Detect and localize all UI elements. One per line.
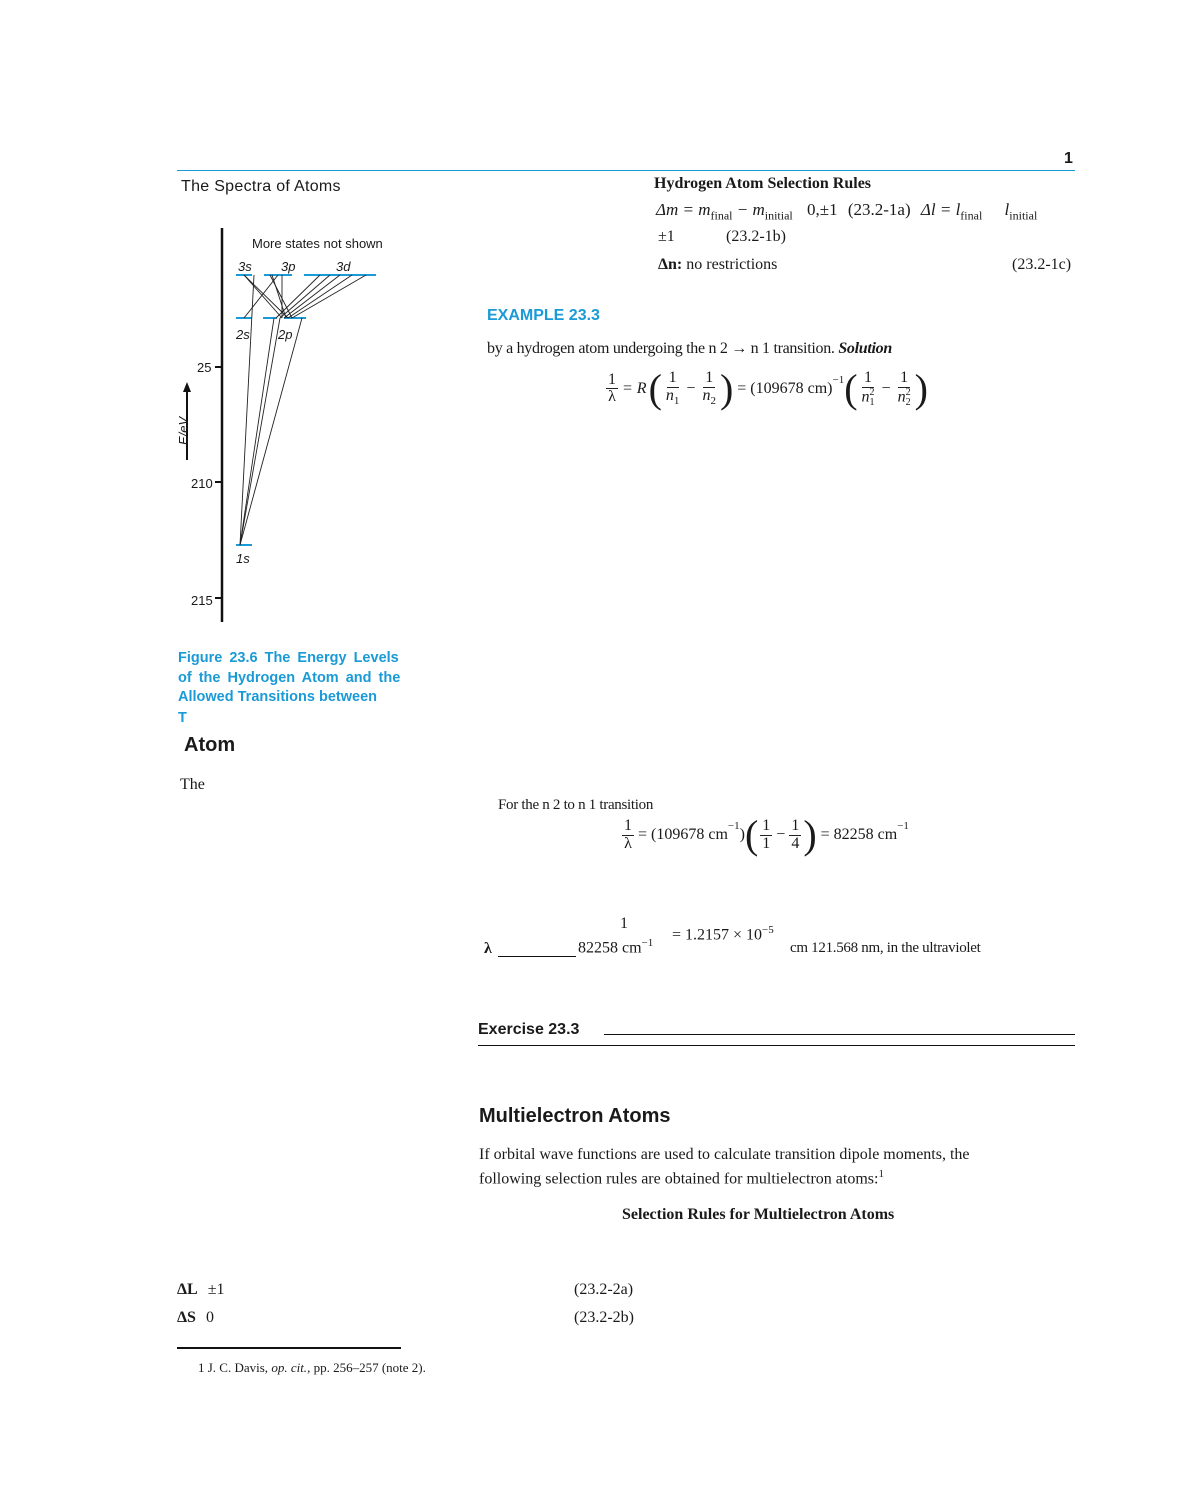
tick-label-210: 210 [191, 476, 213, 491]
eq2-constant: = (109678 cm [638, 826, 728, 844]
eq2-numer-2: 1 [791, 817, 800, 834]
energy-level-diagram [170, 220, 410, 630]
rule-1b-final: final [960, 208, 983, 223]
eq1-n1sq: n [861, 388, 870, 406]
eq1-numer-4: 1 [900, 369, 909, 386]
eq3-value-text: = 1.2157 × 10 [672, 926, 763, 944]
rule-1a-initial: initial [764, 208, 793, 223]
eq3-value [672, 924, 774, 944]
solution-label: Solution [838, 340, 892, 357]
example-text [487, 340, 892, 358]
left-text: The [180, 776, 205, 793]
eq1-numer-1: 1 [668, 369, 677, 387]
wavenumber-equation: $\frac{1}{\lambda}$ = (109678 cm $^{-1}$ ) ( $\frac{1}{1}$ − $\frac{1}{4}$ ) = 82258 cm $^{-1}$ [624, 812, 909, 858]
eq3-den-exponent: −1 [641, 937, 654, 949]
multielectron-para-line2 [479, 1168, 884, 1188]
eq1-n1: n [665, 386, 674, 404]
level-3s-label: 3s [238, 259, 252, 274]
eq1-minus-2: − [881, 379, 891, 397]
level-2p-label: 2p [278, 327, 293, 342]
eq2-lambda: λ [624, 834, 632, 852]
eq1-constant: = (109678 cm) [737, 379, 833, 397]
eq1-n1-sub: 1 [673, 395, 680, 408]
running-head: The Spectra of Atoms [181, 178, 341, 195]
eq2-exponent: −1 [727, 820, 740, 832]
figure-caption-line4: T [178, 710, 187, 726]
footnote-rule [177, 1347, 401, 1349]
figure-caption-line1: Figure 23.6 The Energy Levels [178, 650, 399, 666]
rule-1b-pm: ±1 [658, 228, 675, 245]
level-2s-label: 2s [236, 327, 250, 342]
eq2-den-1: 1 [762, 834, 771, 852]
footnote-rest: , pp. 256–257 (note 2). [307, 1360, 426, 1375]
rydberg-equation: $\frac{1}{\lambda}$ = R ( $\frac{1}{n_1}$ − $\frac{1}{n_2}$ ) = (109678 cm) $^{-1}$ ( 1 n 2 1 − 1 n 2 2 ) [608, 365, 928, 411]
eq1-n2sq: n [897, 388, 906, 406]
level-3p-label: 3p [281, 259, 296, 274]
eq1-n2-sub: 2 [710, 395, 716, 408]
footnote-author: J. C. Davis, [207, 1360, 269, 1375]
footnote-mark: 1 [198, 1360, 205, 1375]
rule-1c-text: no restrictions [686, 256, 778, 273]
rule-1c [658, 256, 777, 274]
level-1s-label: 1s [236, 551, 250, 566]
eq1-sq2: 2 [905, 386, 911, 398]
more-states-label: More states not shown [252, 236, 383, 251]
figure-caption-line2: of the Hydrogen Atom and the [178, 670, 401, 686]
multielectron-para-line1: If orbital wave functions are used to calculate transition dipole moments, the [479, 1146, 970, 1163]
selection-row-2-value: 0 [205, 1309, 214, 1326]
axis-label: E/eV [176, 416, 191, 445]
left-heading: Atom [184, 734, 236, 756]
page-number: 1 [1064, 150, 1073, 167]
eq1-sub2: 2 [905, 396, 911, 408]
eq3-lambda: λ [484, 940, 492, 957]
selection-row-1-number: (23.2-2a) [574, 1281, 634, 1298]
example-heading: EXAMPLE 23.3 [487, 307, 600, 324]
eq2-result-exponent: −1 [897, 820, 909, 832]
eq3-tail: cm 121.568 nm, in the ultraviolet [790, 940, 981, 956]
eq2-one: 1 [624, 817, 632, 834]
footnote-op-cit: op. cit. [271, 1360, 308, 1375]
eq1-R: = R [622, 379, 647, 397]
eq1-minus: − [686, 379, 696, 397]
eq3-den: 82258 cm [578, 939, 642, 957]
eq2-result: = 82258 cm [820, 826, 898, 844]
rule-1c-number: (23.2-1c) [1012, 256, 1072, 273]
header-rule [177, 170, 1075, 171]
rule-1a [656, 200, 1037, 223]
eq1-lambda: λ [608, 388, 616, 406]
selection-row-2-label: ΔS [177, 1309, 196, 1326]
rule-1a-values: 0,±1 [807, 200, 838, 219]
tick-label-25: 25 [197, 360, 212, 375]
eq1-exponent: −1 [832, 374, 845, 386]
eq1-numer-2: 1 [705, 369, 714, 387]
eq1-one: 1 [608, 370, 616, 388]
exercise-rule-top [604, 1034, 1075, 1035]
multielectron-para-text: following selection rules are obtained for multielectron atoms: [479, 1170, 879, 1188]
eq1-sub1: 1 [869, 396, 875, 408]
rule-1b-initial: initial [1009, 208, 1038, 223]
eq2-numer-1: 1 [762, 817, 771, 834]
level-3d-label: 3d [336, 259, 351, 274]
figure-caption-line3: Allowed Transitions between [178, 689, 378, 705]
rule-1a-minus: − m [732, 200, 765, 219]
eq3-fraction-bar [498, 956, 576, 957]
rule-1a-number: (23.2-1a) [847, 200, 911, 219]
rule-1b-number: (23.2-1b) [726, 228, 786, 245]
rule-1a-dm: Δm = m [656, 200, 711, 219]
hydrogen-rules-title: Hydrogen Atom Selection Rules [654, 175, 872, 192]
selection-row-2 [177, 1309, 214, 1327]
selection-row-1-value: ±1 [207, 1281, 225, 1298]
eq2-den-4: 4 [791, 834, 800, 852]
selection-row-1-label: ΔL [177, 1281, 198, 1298]
rule-1b-dl: Δl = l [920, 200, 961, 219]
selection-row-1 [177, 1281, 224, 1299]
multielectron-heading: Multielectron Atoms [479, 1105, 671, 1127]
eq3-denominator [578, 937, 653, 957]
rule-1b-l: l [1004, 200, 1010, 219]
eq1-sq1: 2 [869, 386, 875, 398]
selection-table-title: Selection Rules for Multielectron Atoms [622, 1206, 895, 1223]
tick-label-215: 215 [191, 593, 213, 608]
footnote-ref: 1 [878, 1168, 884, 1180]
example-question: by a hydrogen atom undergoing the n 2 → n 1 transition. [487, 340, 835, 357]
transition-text: For the n 2 to n 1 transition [498, 797, 654, 813]
exercise-rule-bottom [478, 1045, 1075, 1046]
eq3-value-exponent: −5 [762, 924, 774, 936]
exercise-heading: Exercise 23.3 [478, 1021, 580, 1038]
rule-1c-dn: Δn: [658, 256, 683, 273]
footnote [198, 1360, 426, 1376]
eq2-close: ) [739, 826, 745, 844]
selection-row-2-number: (23.2-2b) [574, 1309, 634, 1326]
eq1-n2: n [702, 386, 711, 404]
eq1-numer-3: 1 [864, 369, 873, 386]
rule-1a-final: final [710, 208, 733, 223]
eq3-numerator: 1 [620, 915, 628, 932]
eq2-minus: − [776, 826, 786, 844]
